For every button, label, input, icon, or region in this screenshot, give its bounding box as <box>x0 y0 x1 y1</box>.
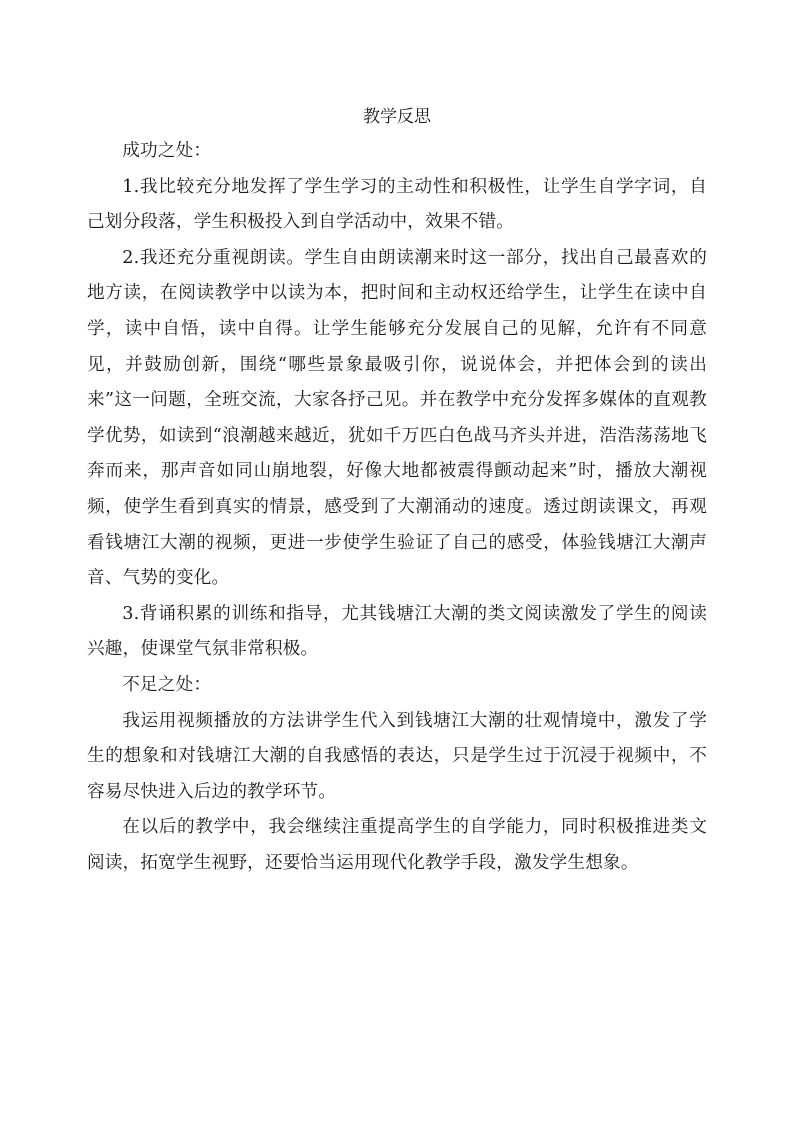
paragraph-point-3: 3.背诵积累的训练和指导，尤其钱塘江大潮的类文阅读激发了学生的阅读兴趣，使课堂气氛非常积极。 <box>87 603 707 660</box>
document-title: 教学反思 <box>363 107 431 127</box>
section-heading-shortcomings: 不足之处： <box>122 674 212 695</box>
paragraph-shortcoming: 我运用视频播放的方法讲学生代入到钱塘江大潮的壮观情境中，激发了学生的想象和对钱塘江大潮的自我感悟的表达，只是学生过于沉浸于视频中，不容易尽快进入后边的教学环节。 <box>87 710 707 802</box>
paragraph-point-2: 2.我还充分重视朗读。学生自由朗读潮来时这一部分，找出自己最喜欢的地方读，在阅读教学中以读为本，把时间和主动权还给学生，让学生在读中自学，读中自悟，读中自得。让学生能够充分发展自己的见解，允许有不同意见，并鼓励创新，围绕“哪些景象最吸引你，说说体会，并把体会到的读出来”这一问题，全班交流，大家各抒己见。并在教学中充分发挥多媒体的直观教学优势，如读到“浪潮越来越近，犹如千万匹白色战马齐头并进，浩浩荡荡地飞奔而来，那声音如同山崩地裂，好像大地都被震得颤动起来”时，播放大潮视频，使学生看到真实的情景，感受到了大潮涌动的速度。透过朗读课文，再观看钱塘江大潮的视频，更进一步使学生验证了自己的感受，体验钱塘江大潮声音、气势的变化。 <box>87 247 707 589</box>
document-page <box>87 104 707 881</box>
section-heading-success: 成功之处： <box>122 141 212 161</box>
paragraph-point-1: 1.我比较充分地发挥了学生学习的主动性和积极性，让学生自学字词，自己划分段落，学生积极投入到自学活动中，效果不错。 <box>87 176 707 233</box>
paragraph-future-plan: 在以后的教学中，我会继续注重提高学生的自学能力，同时积极推进类文阅读，拓宽学生视野，还要恰当运用现代化教学手段，激发学生想象。 <box>87 817 707 873</box>
